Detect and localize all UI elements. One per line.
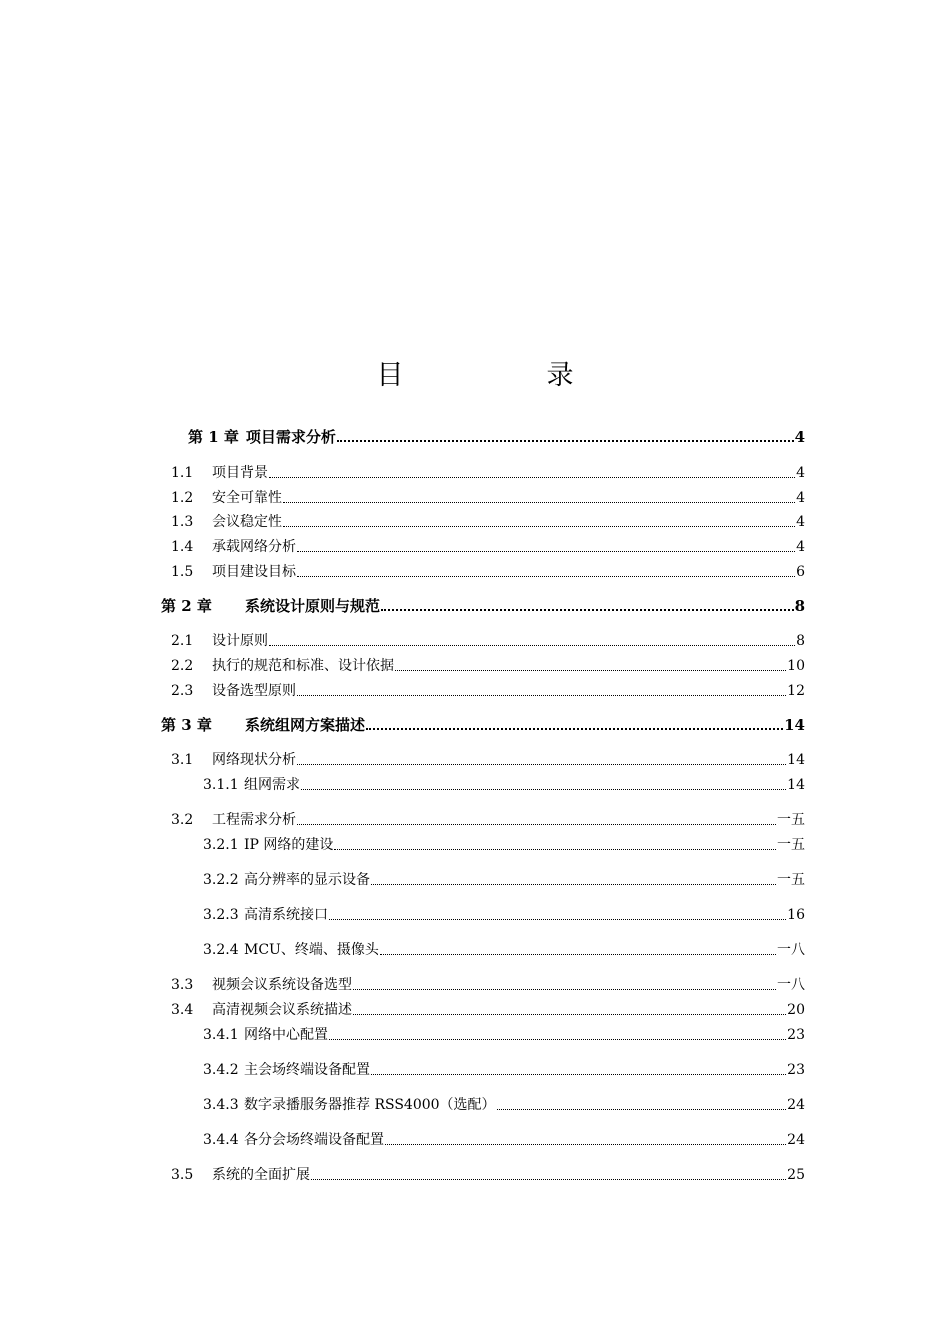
- toc-entry-title: 网络中心配置: [244, 1027, 328, 1043]
- toc-entry-title: 系统设计原则与规范: [245, 597, 381, 615]
- toc-entry-number: 1.3: [171, 514, 194, 530]
- toc-entry-number: 第 3 章: [161, 716, 212, 734]
- toc-entry-number: 3.4.1: [203, 1027, 239, 1043]
- toc-entry-number: 3.4.4: [203, 1132, 239, 1148]
- toc-entry-title: 各分会场终端设备配置: [244, 1132, 384, 1148]
- toc-entry-page: 24: [787, 1132, 805, 1148]
- toc-entry-chapter-3[interactable]: [161, 716, 805, 734]
- dot-leader: [329, 1038, 786, 1040]
- toc-entry-number: 1.2: [171, 490, 194, 506]
- toc-entry-3-2[interactable]: [171, 811, 805, 829]
- toc-entry-3-4-4[interactable]: [203, 1131, 805, 1149]
- toc-title: 目 录: [376, 360, 632, 391]
- toc-entry-title: 组网需求: [244, 777, 300, 793]
- toc-entry-page: 一八: [777, 942, 805, 958]
- toc-entry-3-4-2[interactable]: [203, 1061, 805, 1079]
- toc-entry-3-4-3[interactable]: [203, 1096, 805, 1114]
- dot-leader: [269, 476, 795, 478]
- toc-entry-number: 3.4.2: [203, 1062, 239, 1078]
- toc-entry-page: 10: [787, 658, 805, 674]
- toc-entry-number: 1.5: [171, 564, 194, 580]
- toc-entry-1-4[interactable]: [171, 538, 805, 556]
- dot-leader: [380, 953, 776, 955]
- toc-entry-3-2-4[interactable]: [203, 941, 805, 959]
- dot-leader: [395, 669, 786, 671]
- toc-entry-chapter-2[interactable]: [161, 597, 805, 615]
- dot-leader: [283, 501, 795, 503]
- toc-entry-2-3[interactable]: [171, 682, 805, 700]
- toc-entry-title: 系统的全面扩展: [212, 1167, 310, 1183]
- toc-entry-page: 8: [794, 597, 805, 615]
- toc-entry-title: 项目背景: [212, 465, 268, 481]
- toc-entry-number: 3.5: [171, 1167, 194, 1183]
- toc-entry-number: 3.2.4: [203, 942, 239, 958]
- dot-leader: [353, 988, 776, 990]
- dot-leader: [329, 918, 786, 920]
- toc-entry-number: 1.4: [171, 539, 194, 555]
- toc-entry-number: 2.2: [171, 658, 194, 674]
- toc-entry-page: 4: [796, 490, 805, 506]
- dot-leader: [497, 1108, 787, 1110]
- toc-entry-title: 设备选型原则: [212, 683, 296, 699]
- toc-entry-number: 3.2.3: [203, 907, 239, 923]
- toc-entry-page: 16: [787, 907, 805, 923]
- toc-entry-page: 24: [787, 1097, 805, 1113]
- toc-entry-page: 6: [796, 564, 805, 580]
- toc-entry-title: 项目需求分析: [245, 428, 336, 446]
- toc-entry-number: 3.3: [171, 977, 194, 993]
- toc-entry-page: 14: [784, 716, 805, 734]
- toc-entry-title: 执行的规范和标准、设计依据: [212, 658, 394, 674]
- toc-entry-page: 23: [787, 1062, 805, 1078]
- toc-entry-title: 工程需求分析: [212, 812, 296, 828]
- toc-entry-1-3[interactable]: [171, 513, 805, 531]
- toc-entry-title: 安全可靠性: [212, 490, 282, 506]
- toc-entry-page: 一五: [777, 872, 805, 888]
- toc-entry-page: 8: [796, 633, 805, 649]
- toc-entry-number: 3.1: [171, 752, 194, 768]
- toc-entry-number: 1.1: [171, 465, 194, 481]
- dot-leader: [297, 694, 786, 696]
- toc-entry-page: 25: [787, 1167, 805, 1183]
- dot-leader: [301, 788, 786, 790]
- dot-leader: [297, 575, 795, 577]
- toc-entry-page: 23: [787, 1027, 805, 1043]
- toc-entry-title: 承载网络分析: [212, 539, 296, 555]
- dot-leader: [381, 608, 794, 611]
- dot-leader: [366, 727, 783, 730]
- dot-leader: [269, 644, 795, 646]
- toc-entry-title: 会议稳定性: [212, 514, 282, 530]
- toc-entry-title: 网络现状分析: [212, 752, 296, 768]
- toc-entry-title: 设计原则: [212, 633, 268, 649]
- toc-entry-1-5[interactable]: [171, 563, 805, 581]
- toc-entry-3-2-1[interactable]: [203, 836, 805, 854]
- toc-entry-title: MCU、终端、摄像头: [244, 942, 379, 958]
- toc-entry-2-2[interactable]: [171, 657, 805, 675]
- toc-entry-3-4[interactable]: [171, 1001, 805, 1019]
- toc-entry-title: 主会场终端设备配置: [244, 1062, 370, 1078]
- toc-entry-3-5[interactable]: [171, 1166, 805, 1184]
- dot-leader: [353, 1013, 786, 1015]
- toc-entry-number: 3.2.2: [203, 872, 239, 888]
- dot-leader: [297, 550, 795, 552]
- dot-leader: [311, 1178, 786, 1180]
- toc-entry-number: 2.3: [171, 683, 194, 699]
- toc-entry-title: 高清视频会议系统描述: [212, 1002, 352, 1018]
- dot-leader: [385, 1143, 786, 1145]
- toc-entry-page: 一五: [777, 812, 805, 828]
- toc-entry-1-2[interactable]: [171, 489, 805, 507]
- toc-entry-number: 2.1: [171, 633, 194, 649]
- dot-leader: [283, 525, 795, 527]
- toc-entry-title: 高分辨率的显示设备: [244, 872, 370, 888]
- toc-entry-title: 系统组网方案描述: [245, 716, 366, 734]
- toc-entry-title: 数字录播服务器推荐 RSS4000（选配）: [244, 1097, 496, 1113]
- toc-entry-3-3[interactable]: [171, 976, 805, 994]
- toc-entry-page: 14: [787, 752, 805, 768]
- toc-entry-page: 12: [787, 683, 805, 699]
- toc-entry-page: 4: [796, 465, 805, 481]
- toc-entry-number: 第 2 章: [161, 597, 212, 615]
- dot-leader: [371, 883, 776, 885]
- toc-entry-page: 4: [796, 539, 805, 555]
- toc-entry-number: 3.1.1: [203, 777, 239, 793]
- toc-entry-number: 第 1 章: [188, 428, 239, 446]
- dot-leader: [337, 439, 794, 442]
- toc-entry-1-1[interactable]: [171, 464, 805, 482]
- toc-entry-page: 14: [787, 777, 805, 793]
- toc-entry-3-2-2[interactable]: [203, 871, 805, 889]
- toc-entry-title: 高清系统接口: [244, 907, 328, 923]
- toc-entry-3-2-3[interactable]: [203, 906, 805, 924]
- toc-entry-title: IP 网络的建设: [244, 837, 334, 853]
- toc-entry-number: 3.2.1: [203, 837, 239, 853]
- toc-entry-page: 4: [796, 514, 805, 530]
- toc-entry-title: 项目建设目标: [212, 564, 296, 580]
- toc-entry-number: 3.4: [171, 1002, 194, 1018]
- dot-leader: [297, 763, 786, 765]
- toc-entry-3-1[interactable]: [171, 751, 805, 769]
- toc-entry-2-1[interactable]: [171, 632, 805, 650]
- toc-entry-number: 3.2: [171, 812, 194, 828]
- toc-entry-chapter-1[interactable]: [188, 428, 805, 446]
- toc-entry-title: 视频会议系统设备选型: [212, 977, 352, 993]
- toc-entry-page: 一八: [777, 977, 805, 993]
- toc-entry-page: 4: [794, 428, 805, 446]
- toc-entry-3-1-1[interactable]: [203, 776, 805, 794]
- dot-leader: [297, 823, 776, 825]
- dot-leader: [334, 848, 776, 850]
- toc-entry-page: 一五: [777, 837, 805, 853]
- dot-leader: [371, 1073, 786, 1075]
- toc-entry-number: 3.4.3: [203, 1097, 239, 1113]
- toc-entry-3-4-1[interactable]: [203, 1026, 805, 1044]
- toc-entry-page: 20: [787, 1002, 805, 1018]
